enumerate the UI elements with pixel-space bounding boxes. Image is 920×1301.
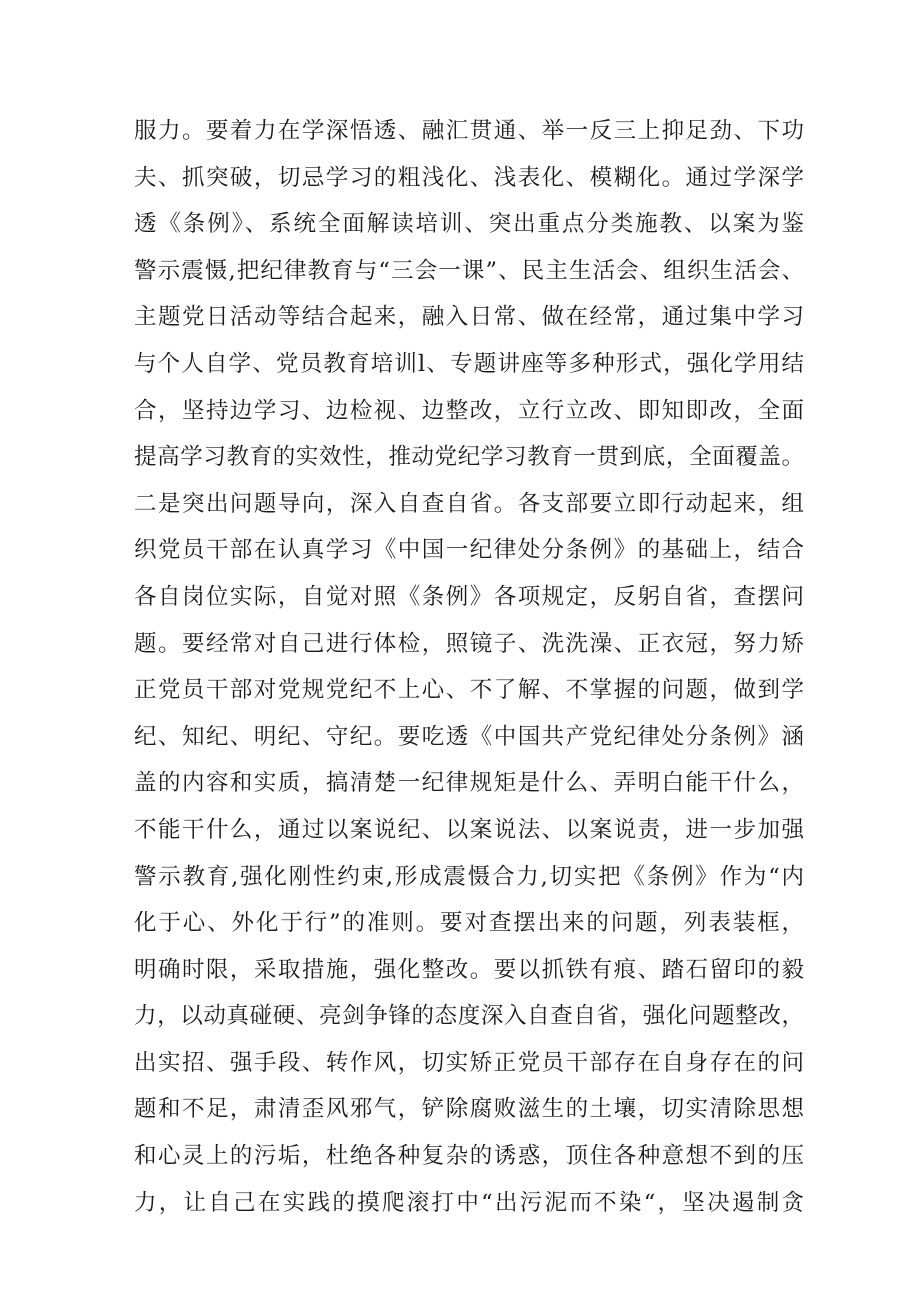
text-line: 题和不足，肃清歪风邪气，铲除腐败滋生的土壤，切实清除思想 bbox=[134, 1096, 804, 1123]
text-line: 力，让自己在实践的摸爬滚打中“出污泥而不染“，坚决遏制贪 bbox=[134, 1189, 804, 1216]
text-line: 夫、抓突破，切忌学习的粗浅化、浅表化、模糊化。通过学深学 bbox=[134, 164, 804, 191]
text-line: 纪、知纪、明纪、守纪。要吃透《中国共产党纪律处分条例》涵 bbox=[134, 723, 804, 750]
text-line: 二是突出问题导向，深入自查自省。各支部要立即行动起来，组 bbox=[134, 490, 804, 517]
text-line: 化于心、外化于行”的准则。要对查摆出来的问题，列表装框， bbox=[134, 910, 804, 937]
text-line: 出实招、强手段、转作风，切实矫正党员干部存在自身存在的问 bbox=[134, 1049, 804, 1076]
text-line: 主题党日活动等结合起来，融入日常、做在经常，通过集中学习 bbox=[134, 304, 804, 331]
body-paragraph bbox=[134, 108, 804, 1226]
text-line: 与个人自学、党员教育培训l、专题讲座等多种形式，强化学用结 bbox=[134, 350, 804, 377]
text-line: 正党员干部对党规党纪不上心、不了解、不掌握的问题，做到学 bbox=[134, 677, 804, 704]
text-line: 各自岗位实际，自觉对照《条例》各项规定，反躬自省，查摆问 bbox=[134, 583, 804, 610]
text-line: 警示教育,强化刚性约束,形成震慑合力,切实把《条例》作为“内 bbox=[134, 863, 804, 890]
text-line: 服力。要着力在学深悟透、融汇贯通、举一反三上抑足劲、下功 bbox=[134, 118, 804, 144]
text-line: 提高学习教育的实效性，推动党纪学习教育一贯到底，全面覆盖。 bbox=[134, 444, 804, 471]
text-line: 力，以动真碰硬、亮剑争锋的态度深入自查自省，强化问题整改， bbox=[134, 1003, 804, 1030]
text-line: 题。要经常对自己进行体检，照镜子、洗洗澡、正衣冠，努力矫 bbox=[134, 630, 804, 657]
text-line: 合，坚持边学习、边检视、边整改，立行立改、即知即改，全面 bbox=[134, 397, 804, 424]
text-line: 透《条例》、系统全面解读培训、突出重点分类施教、以案为鉴 bbox=[134, 211, 804, 238]
text-line: 和心灵上的污垢，杜绝各种复杂的诱惑，顶住各种意想不到的压 bbox=[134, 1143, 804, 1170]
text-line: 明确时限，采取措施，强化整改。要以抓铁有痕、踏石留印的毅 bbox=[134, 956, 804, 983]
text-line: 盖的内容和实质，搞清楚一纪律规矩是什么、弄明白能干什么， bbox=[134, 770, 804, 797]
text-line: 不能干什么，通过以案说纪、以案说法、以案说责，进一步加强 bbox=[134, 816, 804, 843]
text-line: 警示震慑,把纪律教育与“三会一课”、民主生活会、组织生活会、 bbox=[134, 257, 804, 284]
text-line: 织党员干部在认真学习《中国一纪律处分条例》的基础上，结合 bbox=[134, 537, 804, 564]
